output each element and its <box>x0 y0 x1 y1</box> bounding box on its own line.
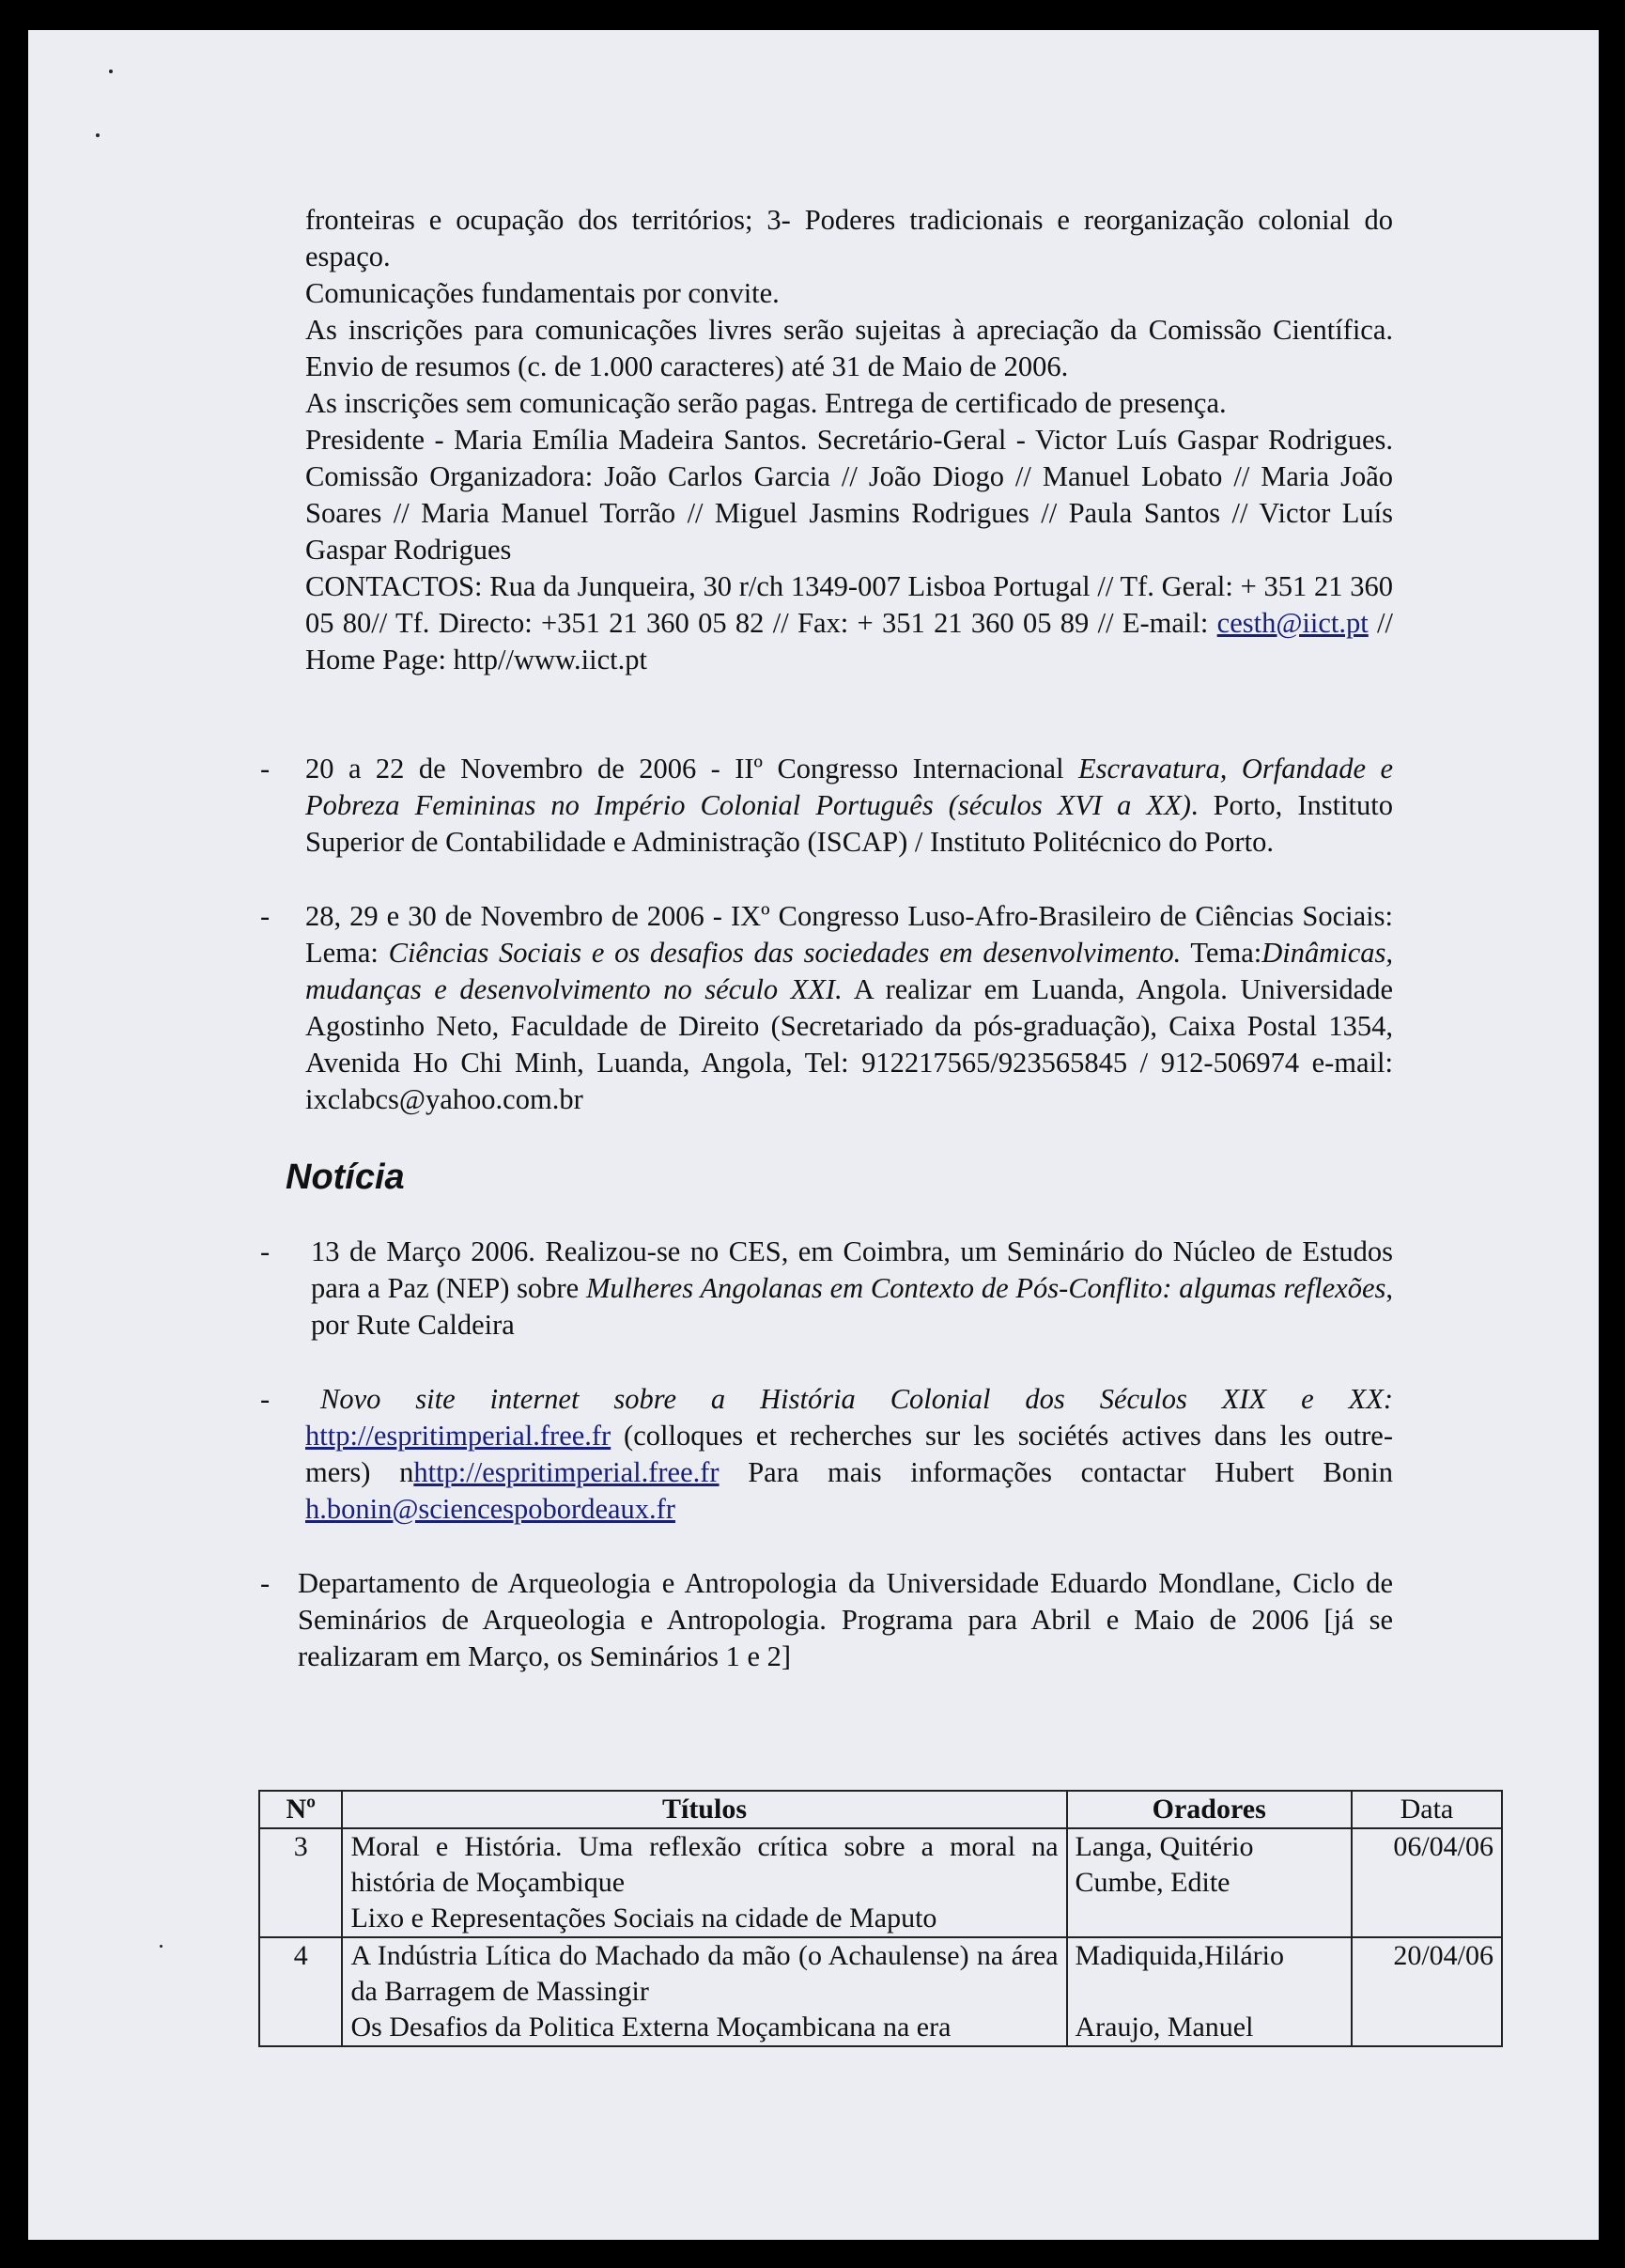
paragraph-contacts: CONTACTOS: Rua da Junqueira, 30 r/ch 1349-007 Lisboa Portugal // Tf. Geral: + 351 21 360 05 80// Tf. Directo: +351 21 360 05 82 // Fax: + 351 21 360 05 89 // E-mail: cesth@iict.pt // Home Page: http//www.iict.pt <box>305 570 1393 676</box>
cell-date: 20/04/06 <box>1352 1937 1502 2046</box>
list-dash: - <box>260 1567 271 1599</box>
cell-titles: Moral e História. Uma reflexão crítica sobre a moral na história de Moçambique Lixo e Representações Sociais na cidade de Maputo <box>342 1828 1066 1937</box>
header-titles: Títulos <box>342 1791 1066 1828</box>
page-content <box>260 202 1394 1675</box>
cell-number: 3 <box>259 1828 342 1937</box>
table-row <box>259 1828 1502 1937</box>
document-page <box>28 30 1599 2240</box>
event-title: Escravatura, Orfandade e Pobreza Femininas no Império Colonial Português (séculos XVI a XX) <box>305 753 1393 821</box>
scan-speck <box>109 70 113 73</box>
list-item-seminar-program: - Departamento de Arqueologia e Antropologia da Universidade Eduardo Mondlane, Ciclo de Seminários de Arqueologia e Antropologia. Programa para Abril e Maio de 2006 [já se realizaram em Março, os Seminários 1 e 2] <box>260 1567 1393 1672</box>
table-row <box>259 1937 1502 2046</box>
list-dash: - <box>260 753 271 784</box>
cell-speakers: Madiquida,Hilário Araujo, Manuel <box>1067 1937 1352 2046</box>
seminar-table <box>258 1790 1503 2047</box>
cell-titles: A Indústria Lítica do Machado da mão (o Achaulense) na área da Barragem de Massingir Os Desafios da Politica Externa Moçambicana na era <box>342 1937 1066 2046</box>
link-espritimperial-2[interactable]: http://espritimperial.free.fr <box>413 1456 720 1488</box>
cell-date: 06/04/06 <box>1352 1828 1502 1937</box>
paragraph-fees: As inscrições sem comunicação serão pagas. Entrega de certificado de presença. <box>305 387 1227 419</box>
paragraph-invited: Comunicações fundamentais por convite. <box>305 277 780 309</box>
event-tema: Dinâmicas, mudanças e desenvolvimento no século XXI. <box>305 937 1393 1005</box>
list-item-event-luanda: - 28, 29 e 30 de Novembro de 2006 - IXº Congresso Luso-Afro-Brasileiro de Ciências Sociais: Lema: Ciências Sociais e os desafios das sociedades em desenvolvimento. Tema:Dinâmicas, mudanças e desenvolvimento no século XXI. A realizar em Luanda, Angola. Universidade Agostinho Neto, Faculdade de Direito (Secretariado da pós-graduação), Caixa Postal 1354, Avenida Ho Chi Minh, Luanda, Angola, Tel: 912217565/923565845 / 912-506974 e-mail: ixclabcs@yahoo.com.br <box>260 900 1394 1115</box>
list-item-new-website: - Novo site internet sobre a História Colonial dos Séculos XIX e XX: http://espritimperial.free.fr (colloques et recherches sur les sociétés actives dans les outre-mers) nhttp://espritimperial.free.fr Para mais informações contactar Hubert Bonin h.bonin@sciencespobordeaux.fr <box>260 1383 1393 1525</box>
section-heading-noticia: Notícia <box>286 1157 405 1197</box>
header-number: Nº <box>259 1791 342 1828</box>
table-header-row <box>259 1791 1502 1828</box>
email-link-bonin[interactable]: h.bonin@sciencespobordeaux.fr <box>305 1493 675 1525</box>
cell-speakers: Langa, Quitério Cumbe, Edite <box>1067 1828 1352 1937</box>
list-dash: - <box>260 900 271 932</box>
website-title: Novo site internet sobre a História Colonial dos Séculos XIX e XX: <box>320 1383 1393 1415</box>
list-dash: - <box>260 1235 271 1267</box>
email-link-cesth[interactable]: cesth@iict.pt <box>1216 607 1369 639</box>
seminar-title: Mulheres Angolanas em Contexto de Pós-Conflito: algumas reflexões <box>586 1272 1386 1304</box>
link-espritimperial[interactable]: http://espritimperial.free.fr <box>305 1420 611 1452</box>
list-item-event-porto: - 20 a 22 de Novembro de 2006 - IIº Congresso Internacional Escravatura, Orfandade e Pobreza Femininas no Império Colonial Português (séculos XVI a XX). Porto, Instituto Superior de Contabilidade e Administração (ISCAP) / Instituto Politécnico do Porto. <box>260 753 1394 858</box>
event-lema: Ciências Sociais e os desafios das sociedades em desenvolvimento. <box>388 937 1182 969</box>
paragraph-committee: Presidente - Maria Emília Madeira Santos. Secretário-Geral - Victor Luís Gaspar Rodrigues. Comissão Organizadora: João Carlos Garcia // João Diogo // Manuel Lobato // Maria João Soares // Maria Manuel Torrão // Miguel Jasmins Rodrigues // Paula Santos // Victor Luís Gaspar Rodrigues <box>305 424 1393 566</box>
cell-number: 4 <box>259 1937 342 2046</box>
scan-speck <box>160 1945 162 1948</box>
paragraph-registrations: As inscrições para comunicações livres serão sujeitas à apreciação da Comissão Científica. Envio de resumos (c. de 1.000 caracteres) até 31 de Maio de 2006. <box>305 314 1393 382</box>
scan-speck <box>96 133 100 137</box>
list-dash: - <box>260 1383 271 1415</box>
header-speakers: Oradores <box>1067 1791 1352 1828</box>
paragraph-sections: fronteiras e ocupação dos territórios; 3- Poderes tradicionais e reorganização colonial do espaço. <box>305 204 1393 272</box>
list-item-seminar-ces: - 13 de Março 2006. Realizou-se no CES, em Coimbra, um Seminário do Núcleo de Estudos para a Paz (NEP) sobre Mulheres Angolanas em Contexto de Pós-Conflito: algumas reflexões, por Rute Caldeira <box>260 1235 1394 1341</box>
header-date: Data <box>1352 1791 1502 1828</box>
